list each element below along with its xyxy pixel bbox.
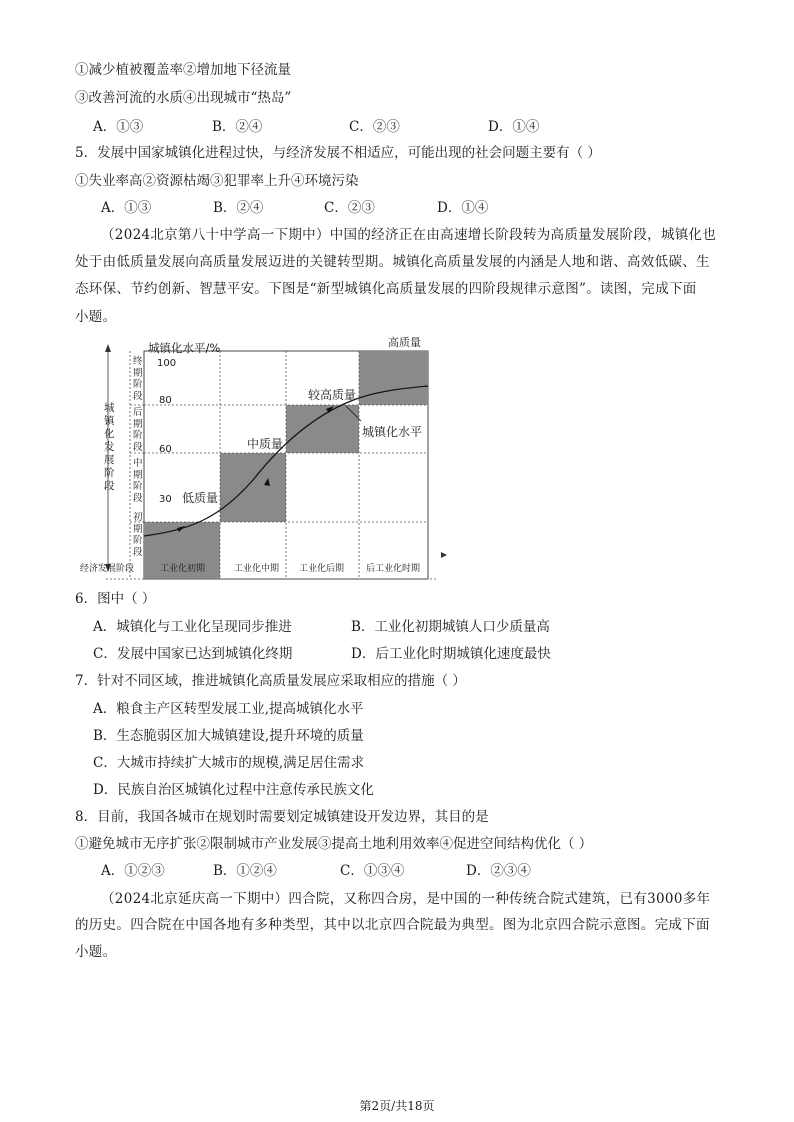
passage-1-line2: 处于由低质量发展向高质量发展迈进的关键转型期。城镇化高质量发展的内涵是人地和谐、高效低碳、生 [75,254,710,270]
x-cat-middle: 工业化中期 [234,564,280,574]
question-5-items: ①失业率高②资源枯竭③犯罪率上升④环境污染 [75,173,359,189]
question-7-option-c: C．大城市持续扩大城市的规模,满足居住需求 [93,755,365,771]
left-axis-title: 城镇化发展阶段 [104,402,115,492]
stage-middle: 中期阶段 [133,458,143,504]
question-7-option-d: D．民族自治区城镇化过程中注意传承民族文化 [93,782,374,798]
passage-2-line1: （2024北京延庆高一下期中）四合院，又称四合房，是中国的一种传统合院式建筑，已有3000多年 [101,891,711,907]
question-4-option-a: A．①③ [93,119,144,135]
question-5-option-b: B．②④ [213,200,264,216]
higher-quality-box [286,405,359,453]
high-quality-label: 高质量 [388,336,421,349]
mid-quality-box [220,453,286,522]
page-footer: 第2页/共18页 [359,1099,435,1113]
question-6-option-d: D．后工业化时期城镇化速度最快 [351,646,551,662]
question-8-option-b: B．①②④ [213,863,277,879]
question-4-option-d: D．①④ [488,119,540,135]
passage-2-line3: 小题。 [75,944,117,960]
question-5-stem: 5．发展中国家城镇化进程过快，与经济发展不相适应，可能出现的社会问题主要有（ ） [75,145,601,161]
curve-label: 城镇化水平 [362,425,423,439]
question-6-option-c: C．发展中国家已达到城镇化终期 [93,646,293,662]
question-7-option-b: B．生态脆弱区加大城镇建设,提升环境的质量 [93,728,364,744]
question-4-option-b: B．②④ [212,119,263,135]
tick-100: 100 [157,358,177,369]
x-cat-late: 工业化后期 [299,564,345,574]
passage-1-line1: （2024北京第八十中学高一下期中）中国的经济正在由高速增长阶段转为高质量发展阶段，城镇化也 [101,227,717,243]
passage-1-line3: 态环保、节约创新、智慧平安。下图是“新型城镇化高质量发展的四阶段规律示意图”。读图，完成下面 [75,281,697,297]
question-8-items: ①避免城市无序扩张②限制城市产业发展③提高土地利用效率④促进空间结构优化（ ） [75,836,593,852]
stage-final: 终期阶段 [133,356,143,402]
passage-2-line2: 的历史。四合院在中国各地有多种类型，其中以北京四合院最为典型。图为北京四合院示意图。完成下面 [75,917,710,933]
tick-60: 60 [159,444,172,455]
low-quality-label: 低质量 [182,491,219,505]
question-6-option-a: A．城镇化与工业化呈现同步推进 [93,619,292,635]
tick-80: 80 [159,395,172,406]
x-cat-post: 后工业化时期 [366,564,421,574]
question-8-stem: 8．目前，我国各城市在规划时需要划定城镇建设开发边界，其目的是 [75,809,489,825]
question-5-option-d: D．①④ [437,200,489,216]
question-5-option-a: A．①③ [101,200,152,216]
question-8-option-a: A．①②③ [101,863,165,879]
high-quality-box [359,351,428,405]
mid-quality-label: 中质量 [247,437,284,451]
question-4-items-line2: ③改善河流的水质④出现城市“热岛” [75,90,292,106]
question-4-option-c: C．②③ [349,119,400,135]
question-8-option-d: D．②③④ [466,863,531,879]
question-4-items-line1: ①减少植被覆盖率②增加地下径流量 [75,62,291,78]
tick-30: 30 [159,494,172,505]
stage-late: 后期阶段 [133,407,143,453]
y-axis-title: 城镇化水平/% [148,341,221,355]
question-7-stem: 7．针对不同区域，推进城镇化高质量发展应采取相应的措施（ ） [75,673,466,689]
question-5-option-c: C．②③ [324,200,375,216]
question-6-option-b: B．工业化初期城镇人口少质量高 [351,619,550,635]
question-8-option-c: C．①③④ [340,863,405,879]
question-7-option-a: A．粮食主产区转型发展工业,提高城镇化水平 [93,701,364,717]
x-axis-title: 经济发展阶段 [80,564,135,574]
passage-1-line4: 小题。 [75,309,117,325]
x-cat-early: 工业化初期 [160,564,206,574]
higher-quality-label: 较高质量 [308,388,357,402]
question-6-stem: 6．图中（ ） [75,591,156,607]
stage-initial: 初期阶段 [133,512,143,558]
